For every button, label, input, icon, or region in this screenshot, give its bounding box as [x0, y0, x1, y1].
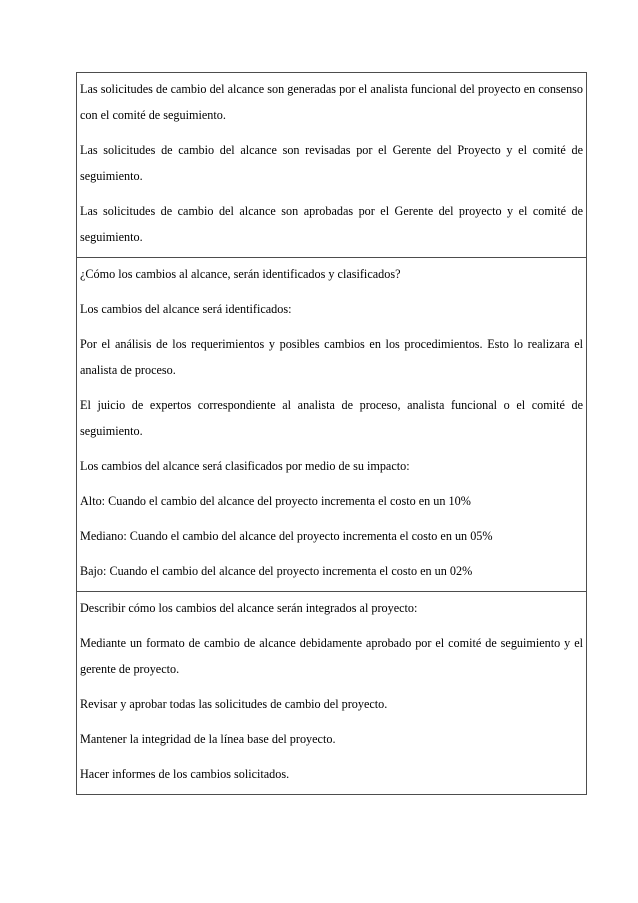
table-cell-approval	[77, 73, 587, 258]
table-row	[77, 258, 587, 592]
paragraph: Por el análisis de los requerimientos y posibles cambios en los procedimientos. Esto lo realizara el analista de proceso.	[80, 337, 583, 377]
table-row	[77, 592, 587, 795]
paragraph: Hacer informes de los cambios solicitados.	[80, 767, 290, 781]
paragraph: Las solicitudes de cambio del alcance son aprobadas por el Gerente del proyecto y el comité de seguimiento.	[80, 204, 583, 244]
paragraph: Mantener la integridad de la línea base del proyecto.	[80, 732, 336, 746]
paragraph: Las solicitudes de cambio del alcance son revisadas por el Gerente del Proyecto y el comité de seguimiento.	[80, 143, 583, 183]
scope-change-table	[76, 72, 587, 795]
paragraph: Revisar y aprobar todas las solicitudes de cambio del proyecto.	[80, 697, 388, 711]
section-question: ¿Cómo los cambios al alcance, serán identificados y clasificados?	[80, 267, 401, 281]
paragraph: Los cambios del alcance será clasificados por medio de su impacto:	[80, 459, 410, 473]
table-row	[77, 73, 587, 258]
impact-level-high: Alto: Cuando el cambio del alcance del proyecto incrementa el costo en un 10%	[80, 494, 471, 508]
table-cell-integration	[77, 592, 587, 795]
paragraph: Los cambios del alcance será identificados:	[80, 302, 292, 316]
table-cell-identification	[77, 258, 587, 592]
impact-level-medium: Mediano: Cuando el cambio del alcance del proyecto incrementa el costo en un 05%	[80, 529, 493, 543]
paragraph: El juicio de expertos correspondiente al analista de proceso, analista funcional o el comité de seguimiento.	[80, 398, 583, 438]
section-question: Describir cómo los cambios del alcance serán integrados al proyecto:	[80, 601, 418, 615]
impact-level-low: Bajo: Cuando el cambio del alcance del proyecto incrementa el costo en un 02%	[80, 564, 473, 578]
paragraph: Las solicitudes de cambio del alcance son generadas por el analista funcional del proyecto en consenso con el comité de seguimiento.	[80, 82, 583, 122]
paragraph: Mediante un formato de cambio de alcance debidamente aprobado por el comité de seguimiento y el gerente de proyecto.	[80, 636, 583, 676]
